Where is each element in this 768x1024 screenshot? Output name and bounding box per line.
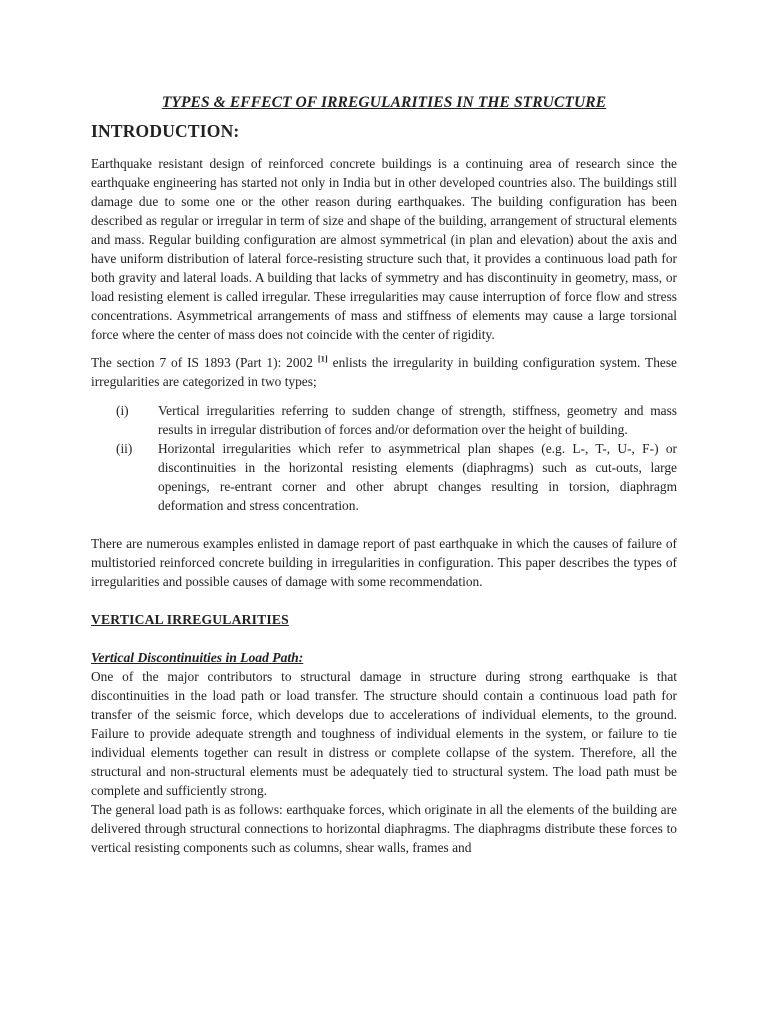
vertical-irregularities-heading: VERTICAL IRREGULARITIES (91, 612, 289, 627)
list-item (91, 401, 677, 439)
load-path-paragraph: One of the major contributors to structural damage in structure during strong earthquake is that discontinuities in the load path or load transfer. The structure should contain a continuous load path for transfer of the seismic force, which develops due to accelerations of individual elements, to the ground. Failure to provide adequate strength and toughness of individual elements in the system, or failure to tie individual elements together can result in distress or complete collapse of the system. Therefore, all the structural and non-structural elements must be adequately tied to structural system. The load path must be complete and sufficiently strong. (91, 669, 677, 798)
examples-paragraph: There are numerous examples enlisted in damage report of past earthquake in which the causes of failure of multistoried reinforced concrete building in irregularities in configuration. This paper describes the types of irregularities and possible causes of damage with some recommendation. (91, 536, 677, 589)
irregularity-types-list (91, 401, 677, 515)
document-title: TYPES & EFFECT OF IRREGULARITIES IN THE STRUCTURE (161, 94, 607, 111)
reference-marker: [1] (317, 353, 328, 364)
list-item-number: (ii) (116, 441, 133, 456)
list-item (91, 439, 677, 515)
list-item-text: Vertical irregularities referring to sudden change of strength, stiffness, geometry and mass results in irregular distribution of forces and/or deformation over the height of building. (158, 403, 677, 437)
introduction-heading: INTRODUCTION: (91, 121, 240, 141)
introduction-paragraph: Earthquake resistant design of reinforced concrete buildings is a continuing area of research since the earthquake engineering has started not only in India but in other developed countries also. The buildings still damage due to some one or the other reason during earthquakes. The building configuration has been described as regular or irregular in term of size and shape of the building, arrangement of structural elements and mass. Regular building configuration are almost symmetrical (in plan and elevation) about the axis and have uniform distribution of lateral force-resisting structure such that, it provides a continuous load path for both gravity and lateral loads. A building that lacks of symmetry and has discontinuity in geometry, mass, or load resisting element is called irregular. These irregularities may cause interruption of force flow and stress concentrations. Asymmetrical arrangements of mass and stiffness of elements may cause a large torsional force where the center of mass does not coincide with the center of rigidity. (91, 156, 677, 342)
section7-text-after: enlists the irregularity in building configuration system. These irregularities are categorized in two types; (91, 355, 678, 389)
general-load-path-paragraph: The general load path is as follows: earthquake forces, which originate in all the elements of the building are delivered through structural connections to horizontal diaphragms. The diaphragms distribute these forces to vertical resisting components such as columns, shear walls, frames and (91, 802, 677, 855)
section7-paragraph (91, 353, 677, 391)
list-item-text: Horizontal irregularities which refer to asymmetrical plan shapes (e.g. L-, T-, U-, F-) or discontinuities in the horizontal resisting elements (diaphragms) such as cut-outs, large openings, re-entrant corner and other abrupt changes resulting in torsion, diaphragm deformation and stress concentration. (158, 441, 677, 513)
section7-text-before: The section 7 of IS 1893 (Part 1): 2002 (91, 355, 318, 370)
list-item-number: (i) (116, 403, 129, 418)
document-page (91, 94, 677, 857)
load-path-subheading: Vertical Discontinuities in Load Path: (91, 650, 304, 665)
